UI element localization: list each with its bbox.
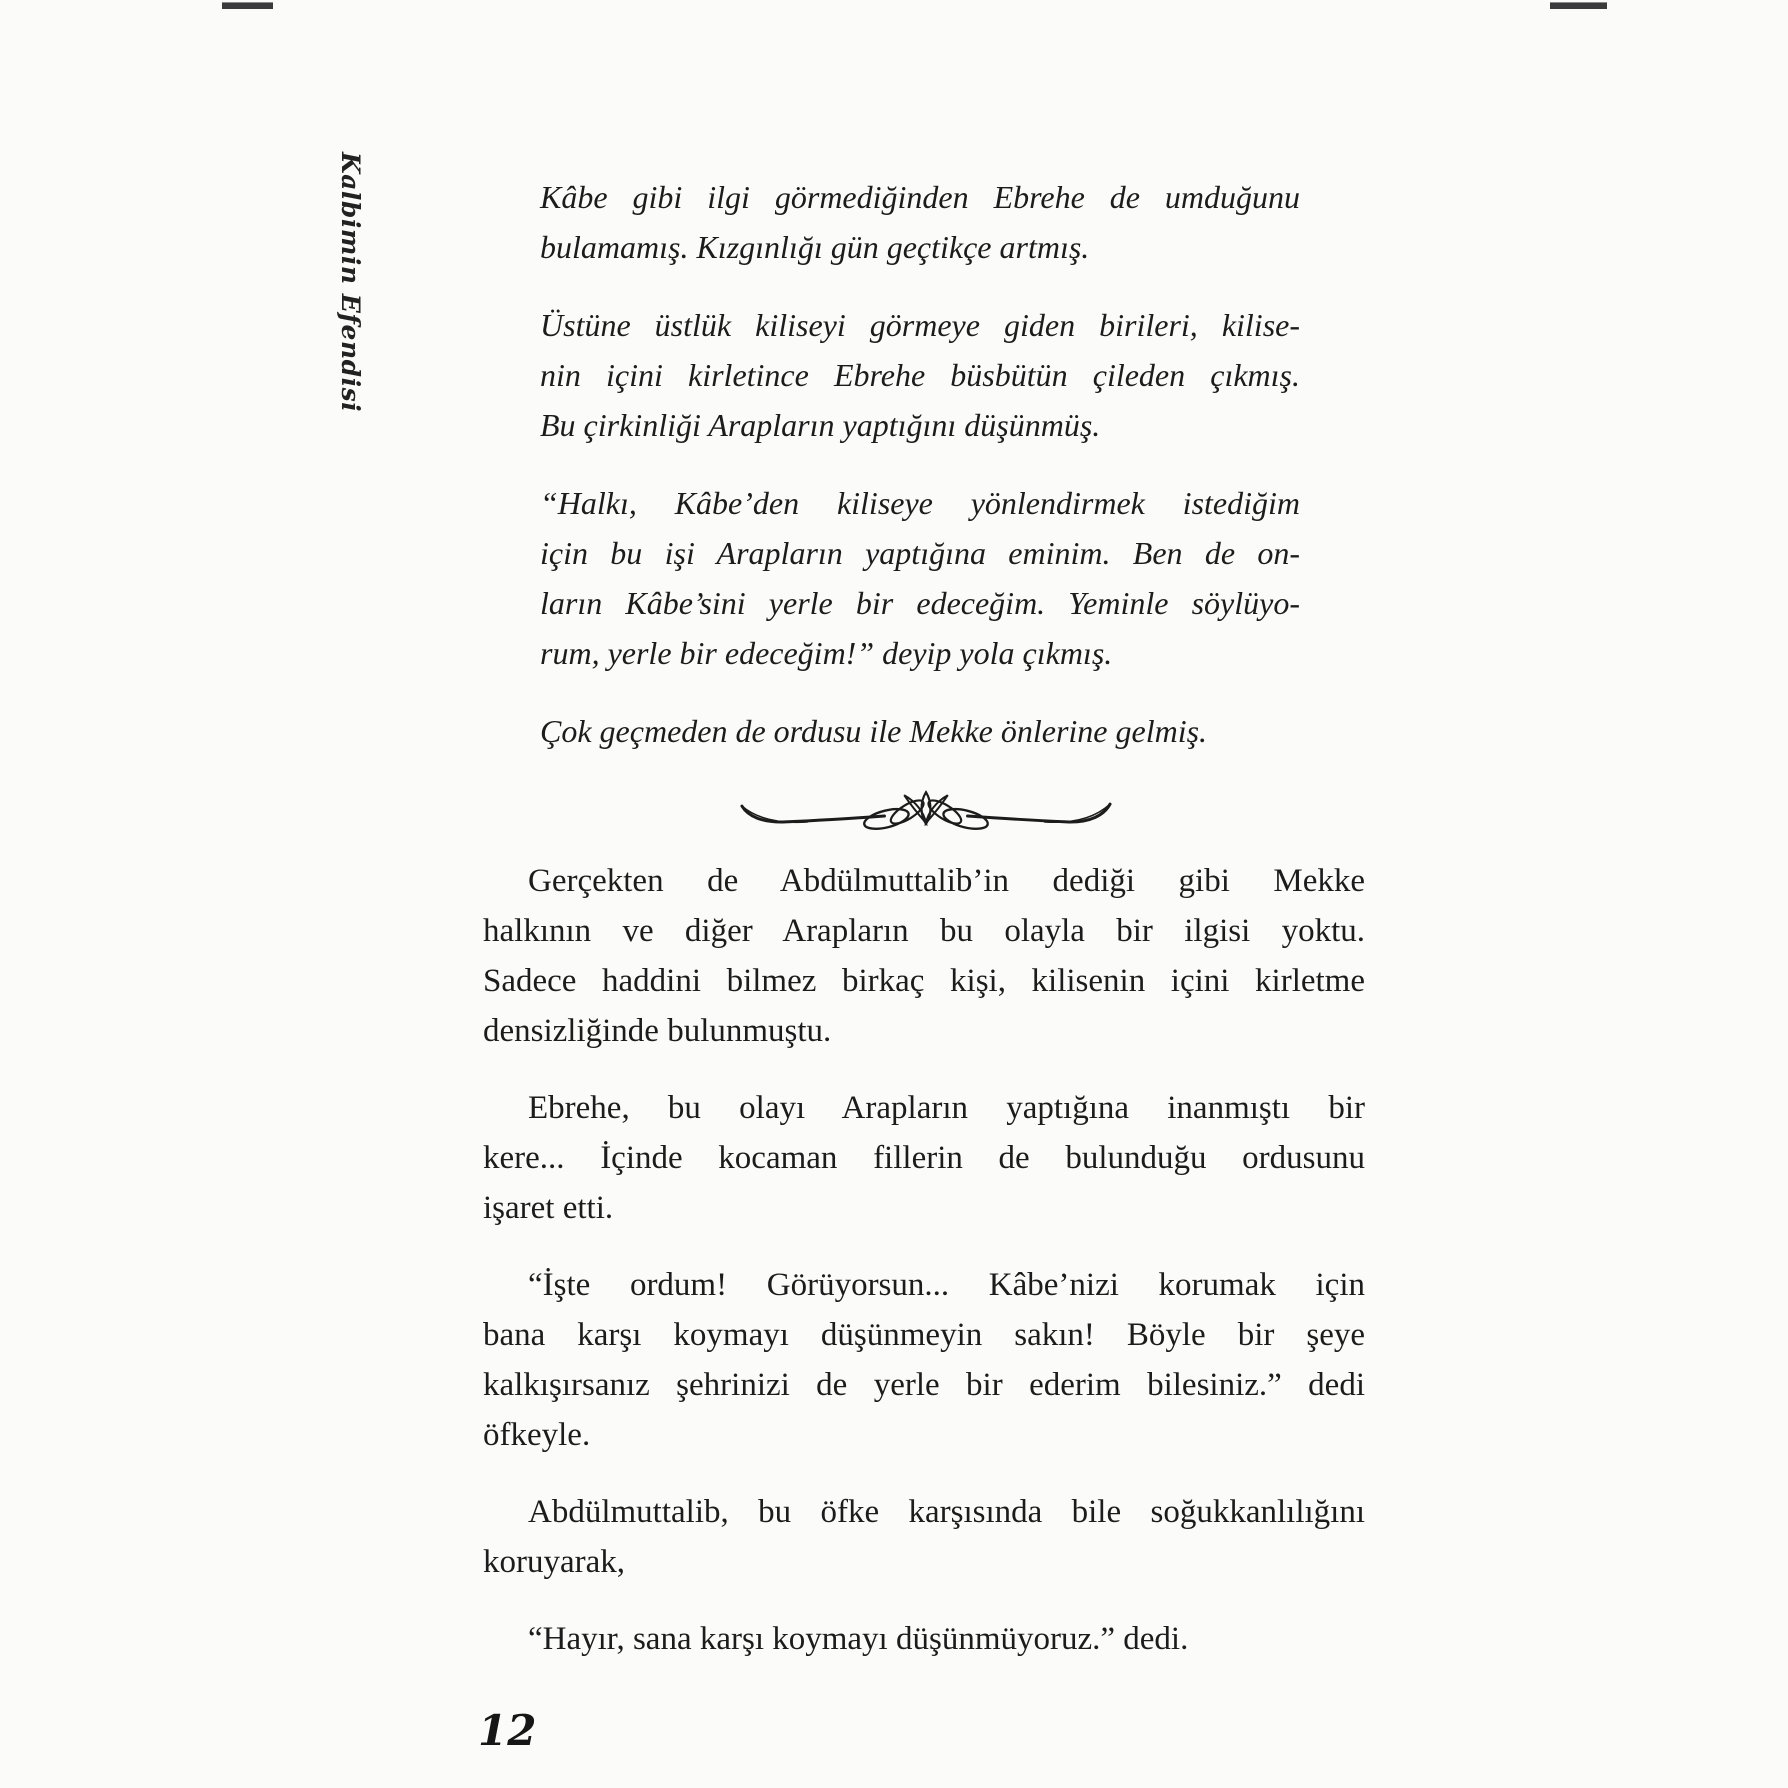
text-line: için bu işi Arapların yaptığına eminim. Ben de on- [540, 535, 1300, 571]
text-line: kere... İçinde kocaman fillerin de bulunduğu ordusunu [483, 1140, 1365, 1176]
text-line: Bu çirkinliği Arapların yaptığını düşünmüş. [540, 407, 1101, 443]
paragraph [540, 706, 1300, 756]
running-title: Kalbimin Efendisi [336, 152, 365, 413]
text-line: “Halkı, Kâbe’den kiliseye yönlendirmek istediğim [540, 485, 1300, 521]
text-line: bana karşı koymayı düşünmeyin sakın! Böyle bir şeye [483, 1317, 1365, 1353]
crop-mark-right [1550, 2, 1607, 9]
text-line: “İşte ordum! Görüyorsun... Kâbe’nizi korumak için [528, 1267, 1365, 1303]
text-line: nin içini kirletince Ebrehe büsbütün çileden çıkmış. [540, 357, 1300, 393]
text-line: işaret etti. [483, 1190, 614, 1226]
text-line: koruyarak, [483, 1544, 626, 1580]
page-number: 12 [478, 1706, 537, 1755]
text-line: densizliğinde bulunmuştu. [483, 1013, 832, 1049]
text-line: Gerçekten de Abdülmuttalib’in dediği gibi Mekke [528, 863, 1365, 899]
text-line: Üstüne üstlük kiliseyi görmeye giden birileri, kilise- [540, 307, 1300, 343]
section-divider [738, 790, 1114, 838]
flourish-divider-icon [738, 790, 1114, 838]
paragraph [483, 1487, 1365, 1587]
paragraph [540, 300, 1300, 450]
text-line: rum, yerle bir edeceğim!” deyip yola çıkmış. [540, 635, 1113, 671]
text-line: Sadece haddini bilmez birkaç kişi, kilisenin içini kirletme [483, 963, 1365, 999]
text-line: Ebrehe, bu olayı Arapların yaptığına inanmıştı bir [528, 1090, 1365, 1126]
main-text-section [483, 856, 1365, 1664]
text-line: “Hayır, sana karşı koymayı düşünmüyoruz.” dedi. [528, 1621, 1189, 1657]
italic-narration-section [540, 172, 1300, 756]
paragraph [483, 1083, 1365, 1233]
text-line: Abdülmuttalib, bu öfke karşısında bile soğukkanlılığını [528, 1494, 1365, 1530]
paragraph [483, 1260, 1365, 1460]
text-line: öfkeyle. [483, 1417, 591, 1453]
paragraph [540, 172, 1300, 272]
text-line: halkının ve diğer Arapların bu olayla bir ilgisi yoktu. [483, 913, 1365, 949]
text-line: Kâbe gibi ilgi görmediğinden Ebrehe de umduğunu [540, 179, 1300, 215]
crop-mark-left [222, 2, 273, 9]
text-line: bulamamış. Kızgınlığı gün geçtikçe artmış. [540, 229, 1090, 265]
paragraph [483, 856, 1365, 1056]
text-line: Çok geçmeden de ordusu ile Mekke önlerine gelmiş. [540, 713, 1208, 749]
text-line: kalkışırsanız şehrinizi de yerle bir ederim bilesiniz.” dedi [483, 1367, 1365, 1403]
text-line: ların Kâbe’sini yerle bir edeceğim. Yeminle söylüyo- [540, 585, 1300, 621]
paragraph [540, 478, 1300, 678]
paragraph [483, 1614, 1365, 1664]
